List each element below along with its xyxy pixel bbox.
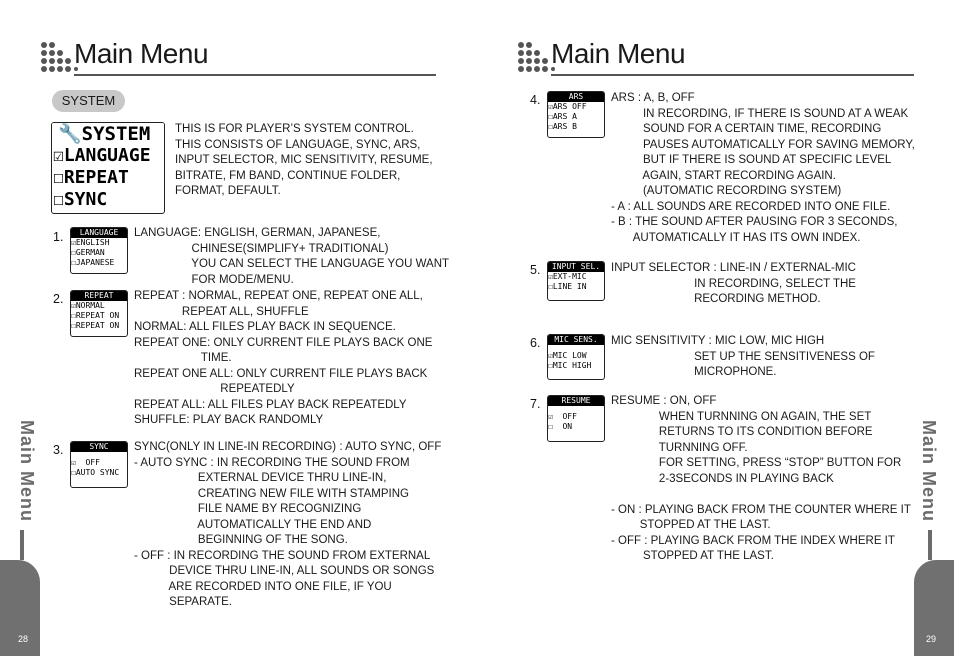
lcd-header: LANGUAGE [71, 228, 127, 238]
lcd-row: ☑ENGLISH [71, 238, 110, 247]
input-selector-description: INPUT SELECTOR : LINE-IN / EXTERNAL-MIC IN RECORDING, SELECT THE RECORDING METHOD. [611, 262, 856, 305]
ars-lcd-display [547, 91, 605, 138]
lcd-row: ☑NORMAL [71, 301, 105, 310]
page-number: 29 [926, 634, 937, 644]
page-number: 28 [18, 634, 29, 644]
lcd-row: ☐SYNC [53, 189, 108, 210]
section-label-system: SYSTEM [52, 90, 125, 112]
language-lcd-display [70, 227, 128, 274]
lcd-header: ARS [548, 92, 604, 102]
repeat-description: REPEAT : NORMAL, REPEAT ONE, REPEAT ONE ALL, REPEAT ALL, SHUFFLE NORMAL: ALL FILES PLAY BACK IN SEQUENCE. REPEAT ONE: ONLY CURRENT FILE PLAYS BACK ONE TIME. REPEAT ONE ALL: ONLY CURRENT FILE PLAYS BACK REPEATEDLY REPEAT ALL: ALL FILES PLAY BACK REPEATEDLY SHUFFLE: PLAY BACK RANDOMLY [134, 290, 433, 426]
side-label-main-menu: Main Menu [17, 420, 37, 522]
item-number: 7. [530, 397, 541, 411]
lcd-row: ☐ ON [548, 422, 573, 431]
item-number: 2. [53, 292, 64, 306]
lcd-row: ☐GERMAN [71, 248, 105, 257]
ars-description: ARS : A, B, OFF IN RECORDING, IF THERE IS SOUND AT A WEAK SOUND FOR A CERTAIN TIME, RECORDING PAUSES AUTOMATICALLY FOR SAVING MEMORY, BUT IF THERE IS SOUND AT SPECIFIC LEVEL AGAIN, START RECORDING AGAIN. (AUTOMATIC RECORDING SYSTEM) - A : ALL SOUNDS ARE RECORDED INTO ONE FILE. - B : THE SOUND AFTER PAUSING FOR 3 SECONDS, AUTOMATICALLY IT HAS ITS OWN INDEX. [611, 92, 915, 244]
page-title: Main Menu [551, 38, 686, 69]
side-bar-decoration [20, 530, 24, 560]
lcd-header: SYNC [71, 442, 127, 452]
lcd-row: ☑ OFF [71, 458, 100, 467]
lcd-row: ☐LINE IN [548, 282, 587, 291]
input-selector-lcd-display [547, 261, 605, 301]
sync-lcd-display [70, 441, 128, 488]
lcd-row: ☑ARS OFF [548, 102, 587, 111]
lcd-row: ☑LANGUAGE [53, 145, 151, 166]
lcd-row: ☑EXT-MIC [548, 272, 587, 281]
mic-sensitivity-lcd-display [547, 334, 605, 380]
resume-lcd-display [547, 395, 605, 442]
lcd-row: ☐MIC HIGH [548, 361, 592, 370]
lcd-row: ☐AUTO SYNC [71, 468, 120, 477]
title-rule [74, 74, 436, 76]
item-number: 1. [53, 230, 64, 244]
lcd-row: ☐ARS B [548, 122, 577, 131]
lcd-row: ☐ARS A [548, 112, 577, 121]
lcd-header: 🔧SYSTEM [52, 123, 164, 145]
lcd-row: ☐JAPANESE [71, 258, 115, 267]
lcd-row: ☐REPEAT ON [71, 321, 120, 330]
language-description: LANGUAGE: ENGLISH, GERMAN, JAPANESE, CHINESE(SIMPLIFY+ TRADITIONAL) YOU CAN SELECT THE LANGUAGE YOU WANT FOR MODE/MENU. [134, 227, 450, 286]
mic-sensitivity-description: MIC SENSITIVITY : MIC LOW, MIC HIGH SET UP THE SENSITIVENESS OF MICROPHONE. [611, 335, 875, 378]
system-lcd-display [51, 122, 165, 214]
lcd-row: ☑MIC LOW [548, 351, 587, 360]
dots-decoration-icon [38, 40, 78, 76]
repeat-lcd-display [70, 290, 128, 337]
side-bar-decoration [928, 530, 932, 560]
sync-description: SYNC(ONLY IN LINE-IN RECORDING) : AUTO SYNC, OFF - AUTO SYNC : IN RECORDING THE SOUND FROM EXTERNAL DEVICE THRU LINE-IN, CREATING NEW FILE WITH STAMPING FILE NAME BY RECOGNIZING AUTOMATICALLY THE END AND BEGINNING OF THE SONG. - OFF : IN RECORDING THE SOUND FROM EXTERNAL DEVICE THRU LINE-IN, ALL SOUNDS OR SONGS ARE RECORDED INTO ONE FILE, IF YOU SEPARATE. [134, 441, 442, 608]
resume-description: RESUME : ON, OFF WHEN TURNNING ON AGAIN, THE SET RETURNS TO ITS CONDITION BEFORE TURNNING OFF. FOR SETTING, PRESS “STOP” BUTTON FOR 2-3SECONDS IN PLAYING BACK - ON : PLAYING BACK FROM THE COUNTER WHERE IT STOPPED AT THE LAST. - OFF : PLAYING BACK FROM THE INDEX WHERE IT STOPPED AT THE LAST. [611, 395, 911, 562]
lcd-row: ☐REPEAT ON [71, 311, 120, 320]
system-intro-text: THIS IS FOR PLAYER’S SYSTEM CONTROL. THIS CONSISTS OF LANGUAGE, SYNC, ARS, INPUT SELECTOR, MIC SENSITIVITY, RESUME, BITRATE, FM BAND, CONTINUE FOLDER, FORMAT, DEFAULT. [175, 123, 433, 197]
title-rule [551, 74, 914, 76]
dots-decoration-icon [515, 40, 555, 76]
page-title: Main Menu [74, 38, 209, 69]
lcd-header: REPEAT [71, 291, 127, 301]
lcd-header: MIC SENS. [548, 335, 604, 345]
item-number: 3. [53, 443, 64, 457]
side-label-main-menu: Main Menu [919, 420, 939, 522]
item-number: 5. [530, 263, 541, 277]
item-number: 4. [530, 93, 541, 107]
item-number: 6. [530, 336, 541, 350]
lcd-header: INPUT SEL. [548, 262, 604, 272]
lcd-row: ☑ OFF [548, 412, 577, 421]
lcd-header: RESUME [548, 396, 604, 406]
lcd-row: ☐REPEAT [53, 167, 129, 188]
